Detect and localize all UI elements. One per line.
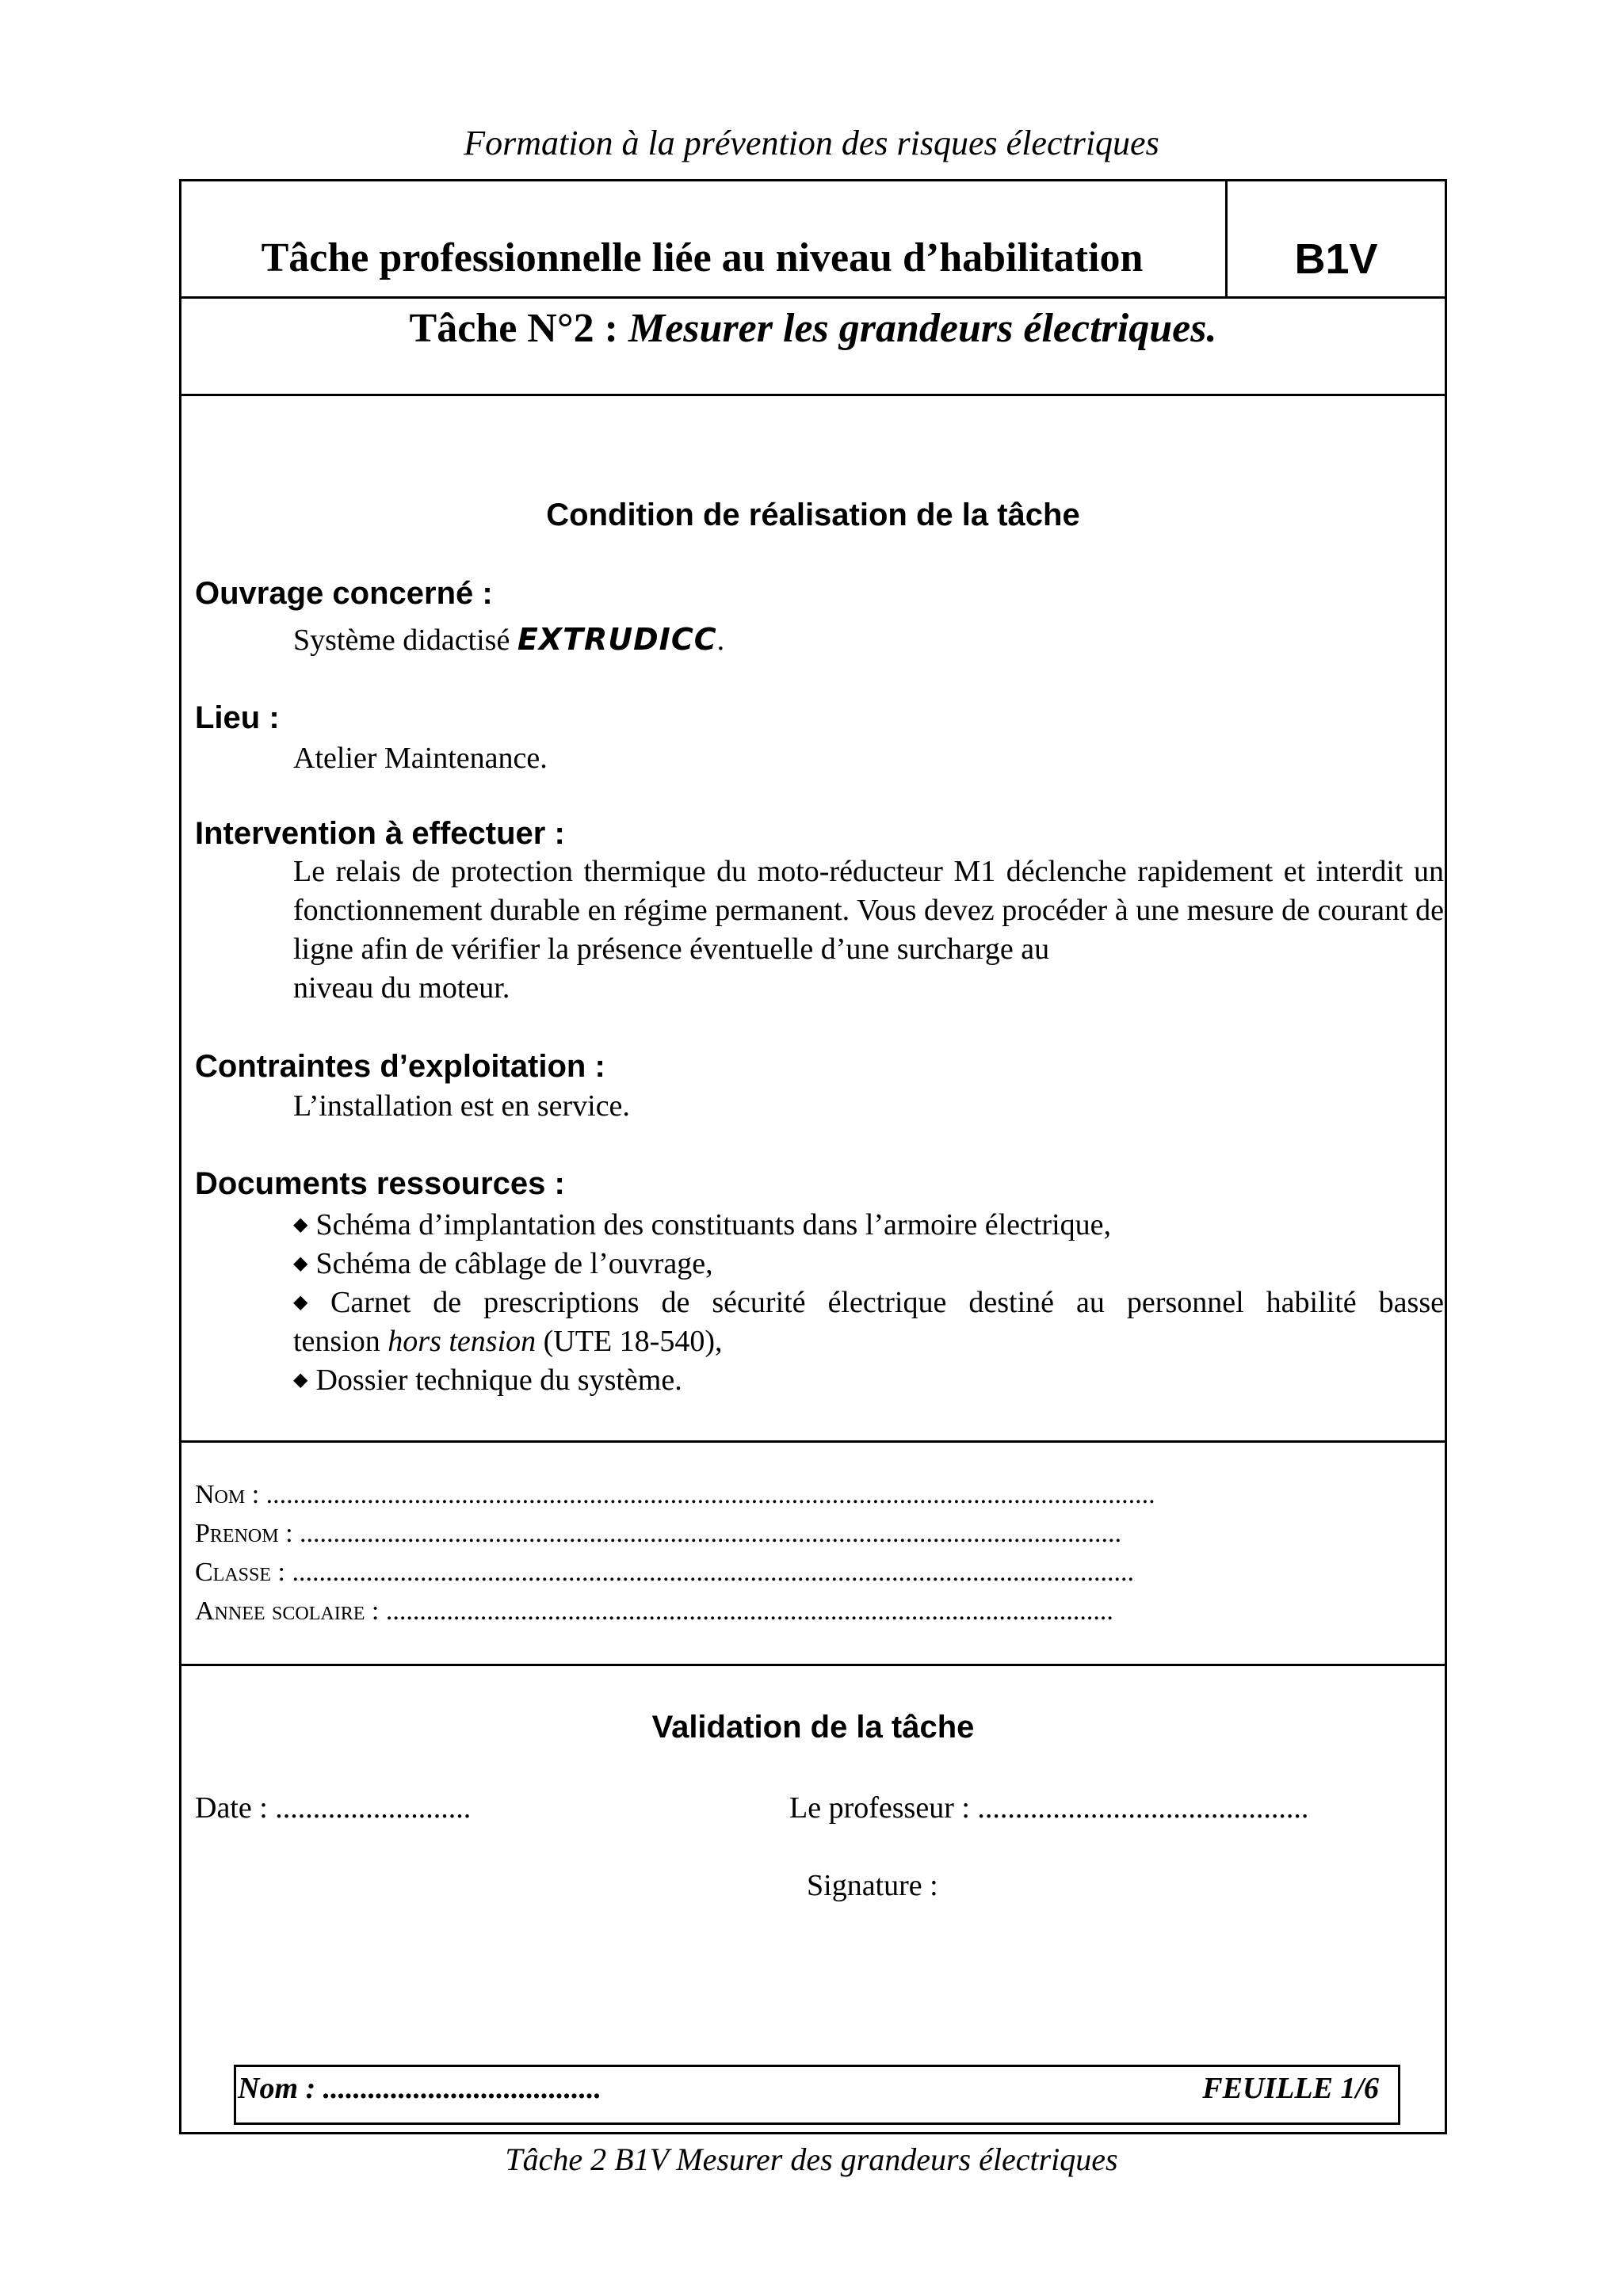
bullet-icon: ◆ [293, 1215, 308, 1235]
date-field[interactable]: Date : .......................... [195, 1791, 472, 1825]
bullet-icon: ◆ [293, 1253, 308, 1274]
ouvrage-text: Système didactisé [293, 624, 517, 657]
page-footer: Tâche 2 B1V Mesurer des grandeurs électriques [505, 2142, 1118, 2177]
habilitation-level: B1V [1294, 235, 1378, 283]
contraintes-value: L’installation est en service. [293, 1089, 630, 1123]
documents-list [293, 1206, 1444, 1400]
identity-rule [179, 1664, 1447, 1666]
ouvrage-value [293, 622, 724, 658]
lieu-value: Atelier Maintenance. [293, 742, 548, 775]
sheet-number: FEUILLE 1/6 [1202, 2072, 1379, 2105]
header-rule [179, 296, 1447, 299]
system-name: EXTRUDICC [517, 622, 717, 657]
conditions-rule [179, 1440, 1447, 1443]
annee-scolaire-field[interactable]: Annee scolaire : ............................................................................................................ [195, 1596, 1113, 1626]
bullet-icon: ◆ [293, 1292, 323, 1313]
name-box-field[interactable]: Nom : ..................................... [238, 2072, 602, 2105]
task-name: Mesurer les grandeurs électriques. [628, 306, 1217, 351]
form-frame [179, 179, 1447, 2134]
task-title: Tâche professionnelle liée au niveau d’habilitation [261, 235, 1144, 280]
intervention-text [293, 852, 1444, 1008]
signature-field[interactable]: Signature : [807, 1869, 938, 1902]
lieu-label: Lieu : [195, 700, 280, 735]
list-item: ◆ Schéma de câblage de l’ouvrage, [293, 1247, 713, 1280]
conditions-heading: Condition de réalisation de la tâche [546, 498, 1080, 532]
bullet-icon: ◆ [293, 1370, 308, 1390]
intervention-last-line: niveau du moteur. [293, 971, 510, 1005]
list-item-continued: tension hors tension (UTE 18-540), [293, 1325, 723, 1358]
list-item: ◆ Dossier technique du système. [293, 1363, 682, 1397]
list-item: ◆ Schéma d’implantation des constituants dans l’armoire électrique, [293, 1208, 1111, 1241]
documents-label: Documents ressources : [195, 1166, 565, 1201]
intervention-paragraph: Le relais de protection thermique du moto-réducteur M1 déclenche rapidement et interdit un fonctionnement durable en régime permanent. Vous devez procéder à une mesure de courant de ligne afin de vérifier la présence éventuelle d’une surcharge au [293, 855, 1444, 966]
task-heading [179, 305, 1447, 352]
classe-field[interactable]: Classe : ............................................................................................................................. [195, 1558, 1134, 1587]
prenom-field[interactable]: Prenom : .......................................................................................................................... [195, 1519, 1122, 1548]
nom-field[interactable]: Nom : .................................................................................................................................... [195, 1480, 1155, 1509]
task-number: Tâche N°2 : [409, 306, 628, 351]
document-header-title: Formation à la prévention des risques électriques [464, 124, 1159, 162]
contraintes-label: Contraintes d’exploitation : [195, 1049, 605, 1084]
professeur-field[interactable]: Le professeur : ............................................ [789, 1791, 1309, 1825]
ouvrage-end: . [716, 624, 725, 657]
task-rule [179, 394, 1447, 396]
ouvrage-label: Ouvrage concerné : [195, 576, 493, 611]
list-item: ◆ Carnet de prescriptions de sécurité électrique destiné au personnel habilité basse [293, 1286, 1444, 1319]
intervention-label: Intervention à effectuer : [195, 816, 565, 851]
validation-heading: Validation de la tâche [651, 1710, 975, 1745]
